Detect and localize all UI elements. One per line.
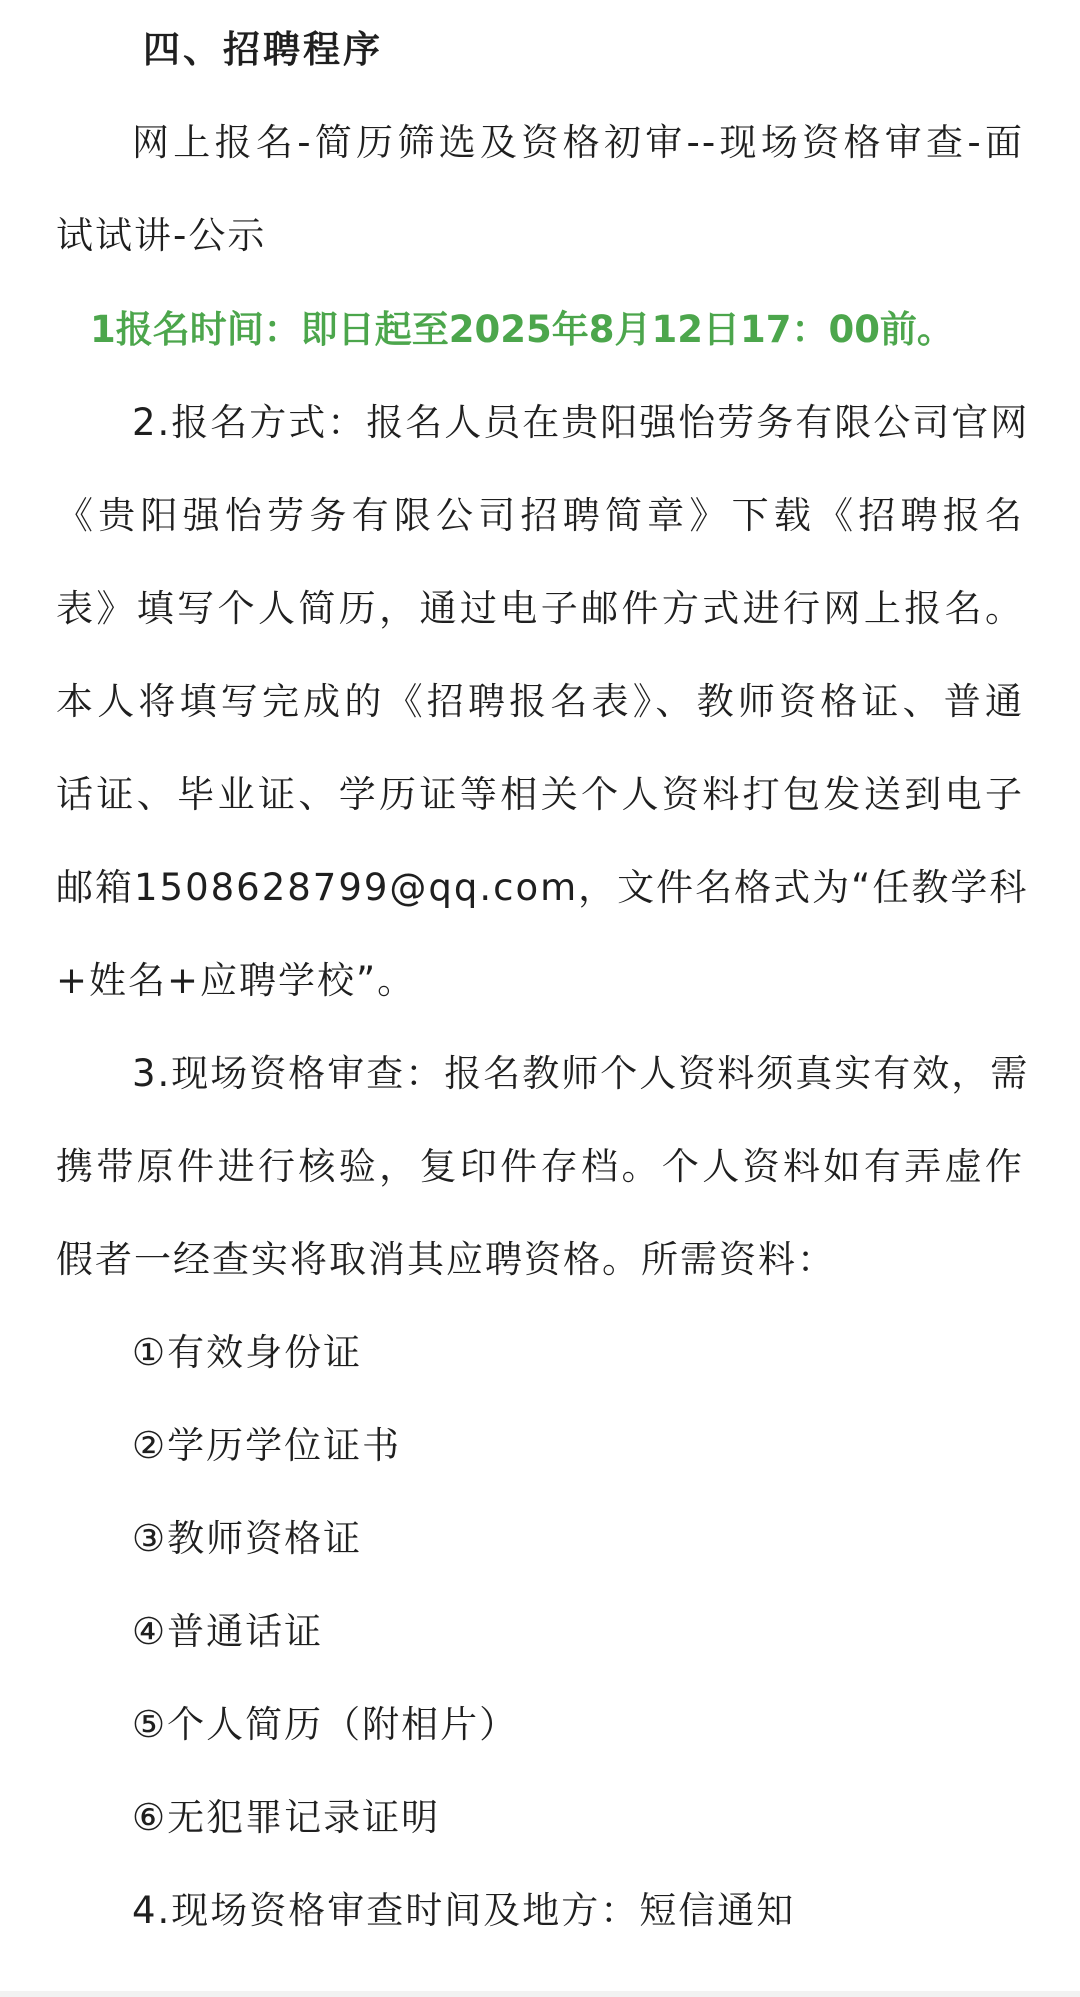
registration-method-line-7: +姓名+应聘学校”。 bbox=[56, 959, 417, 1002]
onsite-review-line-1: 3.现场资格审查：报名教师个人资料须真实有效，需 bbox=[132, 1052, 1030, 1095]
material-item: ④普通话证 bbox=[132, 1610, 324, 1653]
bottom-divider bbox=[0, 1991, 1080, 1997]
registration-method-line-3: 表》填写个人简历，通过电子邮件方式进行网上报名。 bbox=[56, 587, 1024, 630]
registration-method-line-2: 《贵阳强怡劳务有限公司招聘简章》下载《招聘报名 bbox=[56, 494, 1024, 537]
material-item: ⑥无犯罪记录证明 bbox=[132, 1796, 441, 1839]
registration-method-line-6: 邮箱1508628799@qq.com，文件名格式为“任教学科 bbox=[56, 866, 1029, 909]
registration-method-line-5: 话证、毕业证、学历证等相关个人资料打包发送到电子 bbox=[56, 773, 1024, 816]
material-item: ⑤个人简历（附相片） bbox=[132, 1703, 519, 1746]
registration-method-line-4: 本人将填写完成的《招聘报名表》、教师资格证、普通 bbox=[56, 680, 1024, 723]
onsite-review-line-3: 假者一经查实将取消其应聘资格。所需资料： bbox=[56, 1238, 836, 1281]
section-heading: 四、招聘程序 bbox=[143, 28, 383, 71]
procedure-line-1: 网上报名-简历筛选及资格初审--现场资格审查-面 bbox=[132, 121, 1024, 164]
procedure-line-2: 试试讲-公示 bbox=[56, 214, 267, 257]
material-item: ③教师资格证 bbox=[132, 1517, 363, 1560]
registration-method-line-1: 2.报名方式：报名人员在贵阳强怡劳务有限公司官网 bbox=[132, 401, 1030, 444]
onsite-review-line-2: 携带原件进行核验，复印件存档。个人资料如有弄虚作 bbox=[56, 1145, 1024, 1188]
registration-time-highlight: 1报名时间：即日起至2025年8月12日17：00前。 bbox=[90, 308, 954, 351]
material-item: ②学历学位证书 bbox=[132, 1424, 402, 1467]
review-time-place: 4.现场资格审查时间及地方：短信通知 bbox=[132, 1889, 796, 1932]
material-item: ①有效身份证 bbox=[132, 1331, 363, 1374]
